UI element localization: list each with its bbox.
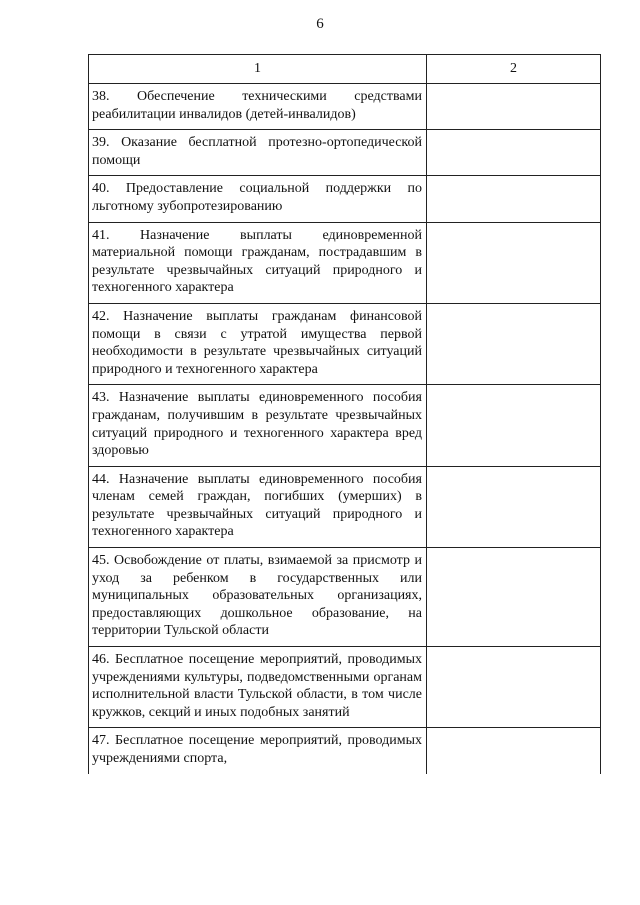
row-value-cell (427, 385, 601, 466)
service-description: 44. Назначение выплаты единовременного пособия членам семей граждан, погибших (умерших) в результате чрезвычайных ситуаций природного и техногенного характера (89, 466, 427, 547)
table-row (89, 548, 601, 647)
table-row (89, 647, 601, 728)
row-value-cell (427, 466, 601, 547)
service-description: 42. Назначение выплаты гражданам финансовой помощи в связи с утратой имущества первой необходимости в результате чрезвычайных ситуаций природного и техногенного характера (89, 303, 427, 384)
row-value-cell (427, 303, 601, 384)
row-value-cell (427, 548, 601, 647)
row-value-cell (427, 647, 601, 728)
service-description: 39. Оказание бесплатной протезно-ортопедической помощи (89, 130, 427, 176)
service-description: 41. Назначение выплаты единовременной материальной помощи гражданам, пострадавшим в результате чрезвычайных ситуаций природного и техногенного характера (89, 222, 427, 303)
services-table (88, 54, 601, 774)
service-description: 40. Предоставление социальной поддержки по льготному зубопротезированию (89, 176, 427, 222)
service-description: 38. Обеспечение техническими средствами реабилитации инвалидов (детей-инвалидов) (89, 84, 427, 130)
table-row (89, 130, 601, 176)
service-description: 43. Назначение выплаты единовременного пособия гражданам, получившим в результате чрезвычайных ситуаций природного и техногенного характера вред здоровью (89, 385, 427, 466)
column-header-2: 2 (427, 55, 601, 84)
table-row (89, 84, 601, 130)
page-number: 6 (316, 16, 324, 32)
table-header-row (89, 55, 601, 84)
table-row (89, 176, 601, 222)
table-row (89, 385, 601, 466)
table-row (89, 466, 601, 547)
service-description: 45. Освобождение от платы, взимаемой за присмотр и уход за ребенком в государственных или муниципальных образовательных организациях, предоставляющих дошкольное образование, на территории Тульской области (89, 548, 427, 647)
row-value-cell (427, 130, 601, 176)
row-value-cell (427, 176, 601, 222)
row-value-cell (427, 222, 601, 303)
column-header-1: 1 (89, 55, 427, 84)
service-description: 47. Бесплатное посещение мероприятий, проводимых учреждениями спорта, (89, 728, 427, 774)
row-value-cell (427, 84, 601, 130)
table-row (89, 222, 601, 303)
table-row (89, 728, 601, 774)
table-row (89, 303, 601, 384)
row-value-cell (427, 728, 601, 774)
service-description: 46. Бесплатное посещение мероприятий, проводимых учреждениями культуры, подведомственными органам исполнительной власти Тульской области, в том числе кружков, секций и иных подобных занятий (89, 647, 427, 728)
